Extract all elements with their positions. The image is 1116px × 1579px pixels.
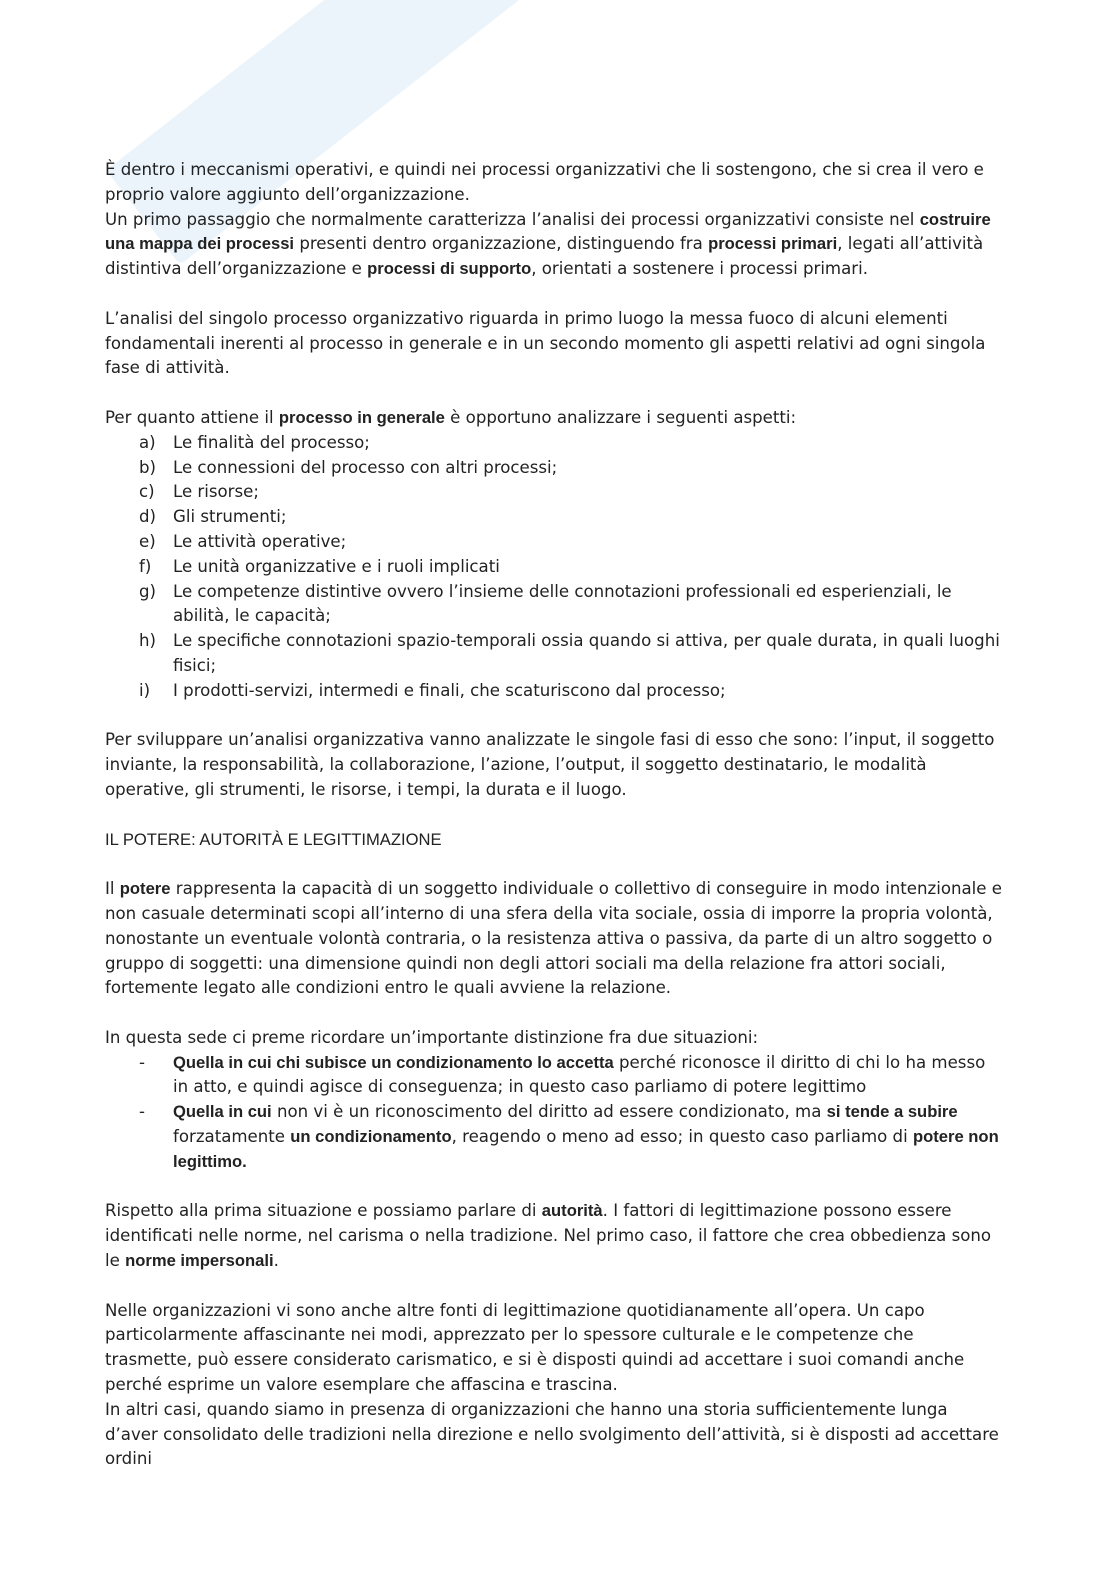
list-item: e) Le attività operative; [139, 531, 347, 551]
list-item: - Quella in cui chi subisce un condizionamento lo accetta perché riconosce il diritto di chi lo ha messo in atto, e quindi agisce di conseguenza; in questo caso parliamo di potere legittimo [139, 1052, 986, 1097]
paragraph-tradition: In altri casi, quando siamo in presenza di organizzazioni che hanno una storia sufficientemente lunga d’aver consolidato delle tradizioni nella direzione e nello svolgimento dell’attività, si è disposti ad accettare ordini [105, 1399, 999, 1469]
paragraph-analysis-phases: Per sviluppare un’analisi organizzativa vanno analizzate le singole fasi di esso che sono: l’input, il soggetto inviante, la responsabilità, la collaborazione, l’azione, l’output, il soggetto destinatario, le modalità operative, gli strumenti, le risorse, i tempi, la durata e il luogo. [105, 730, 995, 799]
list-item: f) Le unità organizzative e i ruoli implicati [139, 556, 500, 576]
aspects-list [105, 431, 1005, 704]
list-item: c) Le risorse; [139, 482, 259, 502]
list-item: - Quella in cui non vi è un riconoscimento del diritto ad essere condizionato, ma si tende a subire forzatamente un condizionamento, reagendo o meno ad esso; in questo caso parliamo di potere non legittimo. [139, 1102, 999, 1171]
list-item: i) I prodotti-servizi, intermedi e finali, che scaturiscono dal processo; [139, 680, 726, 700]
paragraph-single-process: L’analisi del singolo processo organizzativo riguarda in primo luogo la messa fuoco di alcuni elementi fondamentali inerenti al processo in generale e in un secondo momento gli aspetti relativi ad ogni singola fase di attività. [105, 308, 986, 378]
paragraph-distinction: In questa sede ci preme ricordare un’importante distinzione fra due situazioni: [105, 1027, 759, 1047]
list-item: a) Le finalità del processo; [139, 432, 370, 452]
list-item: g) Le competenze distintive ovvero l’insieme delle connotazioni professionali ed esperienziali, le abilità, le capacità; [139, 581, 952, 626]
situations-list [105, 1051, 1005, 1175]
paragraph-process-map: Un primo passaggio che normalmente caratterizza l’analisi dei processi organizzativi consiste nel costruire una mappa dei processi presenti dentro organizzazione, distinguendo fra processi primari, legati all’attività distintiva dell’organizzazione e processi di supporto, orientati a sostenere i processi primari. [105, 209, 991, 279]
list-item: h) Le specifiche connotazioni spazio-temporali ossia quando si attiva, per quale durata, in quali luoghi fisici; [139, 631, 1000, 675]
document-body [105, 158, 1005, 1472]
paragraph-power: Il potere rappresenta la capacità di un soggetto individuale o collettivo di conseguire in modo intenzionale e non casuale determinati scopi all’interno di una sfera della vita sociale, ossia di imporre la propria volontà, nonostante un eventuale volontà contraria, o la resistenza attiva o passiva, da parte di un altro soggetto o gruppo di soggetti: una dimensione quindi non degli attori sociali ma della relazione fra attori sociali, fortemente legato alle condizioni entro le quali avviene la relazione. [105, 879, 1002, 998]
paragraph-charisma: Nelle organizzazioni vi sono anche altre fonti di legittimazione quotidianamente all’opera. Un capo particolarmente affascinante nei modi, apprezzato per lo spessore culturale e le competenze che trasmette, può essere considerato carismatico, e si è disposti quindi ad accettare i suoi comandi anche perché esprime un valore esemplare che affascina e trascina. [105, 1300, 965, 1395]
paragraph-intro: È dentro i meccanismi operativi, e quindi nei processi organizzativi che li sostengono, che si crea il vero e proprio valore aggiunto dell’organizzazione. [105, 160, 984, 204]
list-item: d) Gli strumenti; [139, 507, 287, 527]
list-item: b) Le connessioni del processo con altri processi; [139, 457, 558, 477]
paragraph-authority: Rispetto alla prima situazione e possiamo parlare di autorità. I fattori di legittimazione possono essere identificati nelle norme, nel carisma o nella tradizione. Nel primo caso, il fattore che crea obbedienza sono le norme impersonali. [105, 1201, 992, 1271]
paragraph-general-process: Per quanto attiene il processo in generale è opportuno analizzare i seguenti aspetti: [105, 407, 797, 427]
section-heading: IL POTERE: AUTORITÀ E LEGITTIMAZIONE [105, 829, 442, 849]
